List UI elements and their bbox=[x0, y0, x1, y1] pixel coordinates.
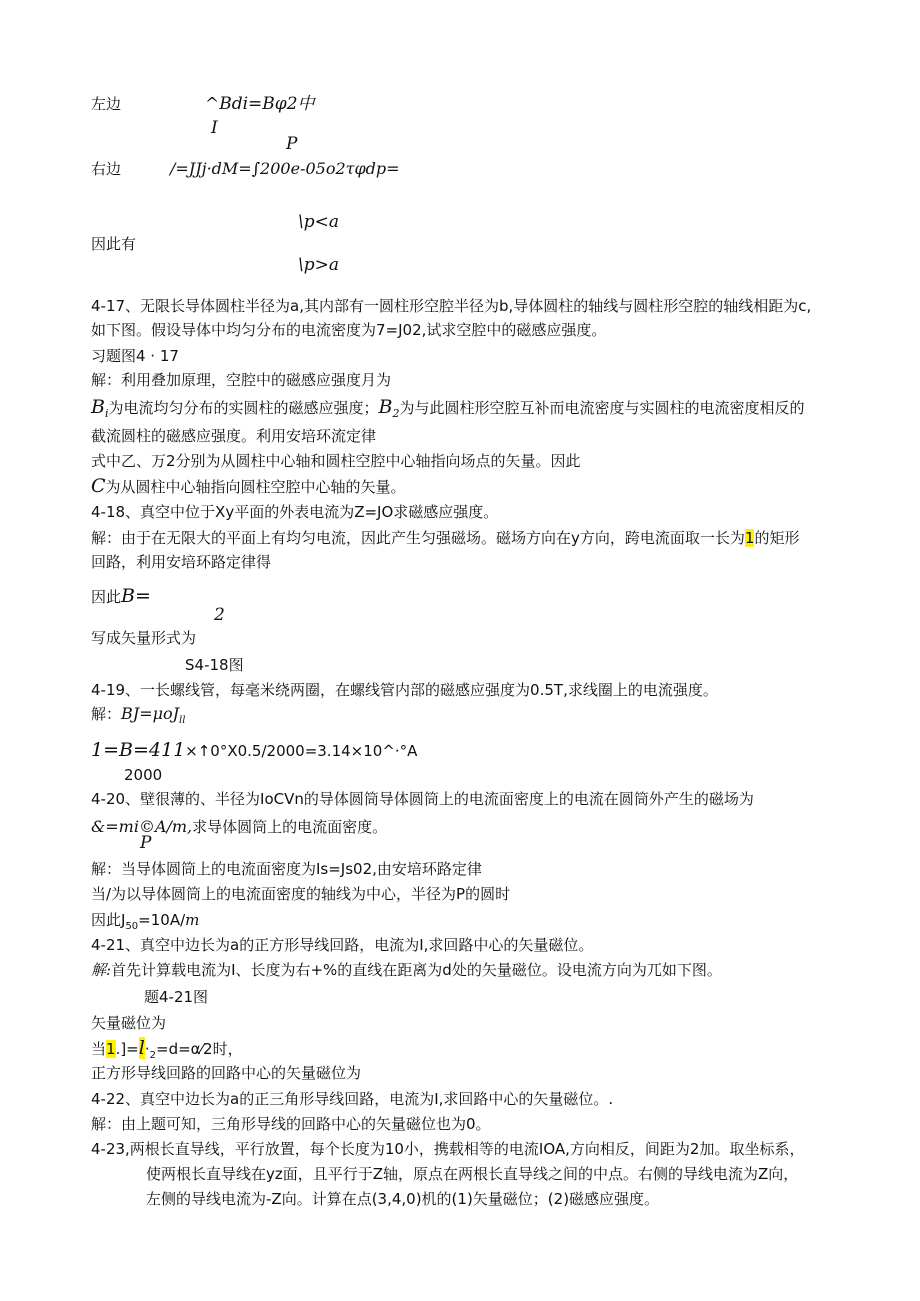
formula-fragment: 2000 bbox=[124, 766, 163, 784]
text-segment: =d=α⁄2时， bbox=[156, 1040, 243, 1058]
formula-fragment: P bbox=[286, 134, 298, 154]
text-segment: 为与此圆柱形空腔互补而电流密度与实圆柱的电流密度相反的 bbox=[399, 399, 805, 417]
solution-text: 写成矢量形式为 bbox=[91, 629, 197, 647]
math-subscript: 2 bbox=[149, 1050, 156, 1061]
text-segment: =10A/ bbox=[138, 911, 186, 929]
problem-4-20-text bbox=[91, 817, 387, 837]
text-segment: 解： bbox=[91, 705, 122, 723]
text-segment: 因此J bbox=[91, 911, 126, 929]
text-segment: 当 bbox=[91, 1040, 107, 1058]
text-segment: 因此 bbox=[91, 588, 122, 606]
solution-text: 当/为以导体圆筒上的电流面密度的轴线为中心，半径为P的圆时 bbox=[91, 885, 511, 903]
solution-text: 截流圆柱的磁感应强度。利用安培环流定律 bbox=[91, 427, 377, 445]
text-line: 因此有 bbox=[91, 235, 137, 253]
solution-text bbox=[91, 397, 805, 424]
solution-text: 解：当导体圆筒上的电流面密度为Is=Js02,由安培环路定律 bbox=[91, 860, 482, 878]
formula-fragment: BJ=μoJ bbox=[121, 704, 180, 723]
text-segment: .]= bbox=[115, 1040, 139, 1058]
math-symbol: m bbox=[185, 911, 200, 929]
solution-text bbox=[91, 586, 151, 607]
highlighted-text: 1 bbox=[744, 529, 755, 547]
text-segment: 解: bbox=[91, 961, 112, 979]
left-side-formula: ^Bdi=Bφ2中 bbox=[205, 94, 315, 114]
formula-fragment: 2 bbox=[214, 605, 225, 625]
text-segment: 求导体圆筒上的电流面密度。 bbox=[192, 818, 388, 836]
text-segment: · bbox=[144, 1040, 150, 1058]
highlighted-text: l bbox=[138, 1037, 145, 1059]
problem-4-22-text: 4-22、真空中边长为a的正三角形导线回路，电流为I,求回路中心的矢量磁位。. bbox=[91, 1090, 614, 1108]
math-symbol: B bbox=[91, 396, 105, 418]
math-subscript: 2 bbox=[392, 407, 400, 420]
figure-caption: S4-18图 bbox=[185, 656, 244, 674]
formula-fragment: 1=B=411 bbox=[91, 739, 186, 761]
solution-text: 正方形导线回路的回路中心的矢量磁位为 bbox=[91, 1064, 362, 1082]
math-subscript: 50 bbox=[125, 921, 139, 932]
text-segment: 为电流均匀分布的实圆柱的磁感应强度； bbox=[108, 399, 379, 417]
solution-formula bbox=[91, 740, 417, 761]
text-segment: 的矩形 bbox=[754, 529, 800, 547]
solution-text bbox=[91, 476, 406, 497]
math-symbol: B= bbox=[121, 585, 151, 607]
solution-text: 解：由上题可知，三角形导线的回路中心的矢量磁位也为0。 bbox=[91, 1115, 491, 1133]
left-side-label: 左边 bbox=[91, 95, 122, 113]
formula-fragment: ×↑0°X0.5/2000=3.14×10^·°A bbox=[185, 742, 418, 760]
formula-fragment: I bbox=[211, 118, 218, 138]
math-subscript: ll bbox=[179, 715, 186, 726]
formula-fragment: &=mi©A/m, bbox=[91, 817, 193, 836]
problem-4-23-text: 左侧的导线电流为-Z向。计算在点(3,4,0)机的(1)矢量磁位；(2)磁感应强度。 bbox=[146, 1190, 660, 1208]
right-side-label: 右边 bbox=[91, 160, 122, 178]
figure-caption: 题4-21图 bbox=[144, 988, 209, 1006]
problem-4-21-text: 4-21、真空中边长为a的正方形导线回路，电流为I,求回路中心的矢量磁位。 bbox=[91, 936, 594, 954]
solution-text bbox=[91, 1038, 243, 1066]
text-segment: 解：由于在无限大的平面上有均匀电流，因此产生匀强磁场。磁场方向在y方向，跨电流面取一长为 bbox=[91, 529, 745, 547]
problem-4-23-text: 4-23,两根长直导线，平行放置，每个长度为10小，携载相等的电流IOA,方向相反，间距为2加。取坐标系， bbox=[91, 1140, 805, 1158]
text-segment: 为从圆柱中心轴指向圆柱空腔中心轴的矢量。 bbox=[105, 478, 406, 496]
figure-caption: 习题图4 · 17 bbox=[91, 347, 179, 365]
solution-text bbox=[91, 528, 799, 548]
math-subscript: i bbox=[104, 407, 109, 420]
problem-4-19-text: 4-19、一长螺线管，每毫米绕两圈，在螺线管内部的磁感应强度为0.5T,求线圈上的电流强度。 bbox=[91, 681, 718, 699]
math-symbol: B bbox=[378, 396, 393, 418]
solution-text: 矢量磁位为 bbox=[91, 1014, 167, 1032]
solution-text: 式中乙、万2分别为从圆柱中心轴和圆柱空腔中心轴指向场点的矢量。因此 bbox=[91, 452, 581, 470]
math-symbol: C bbox=[91, 475, 106, 497]
solution-text: 解：利用叠加原理，空腔中的磁感应强度月为 bbox=[91, 371, 392, 389]
solution-text bbox=[91, 960, 722, 980]
text-segment: 首先计算载电流为I、长度为右+%的直线在距离为d处的矢量磁位。设电流方向为兀如下图。 bbox=[111, 961, 722, 979]
solution-text bbox=[91, 910, 199, 937]
solution-text: 回路，利用安培环路定律得 bbox=[91, 553, 272, 571]
problem-4-23-text: 使两根长直导线在yz面，且平行于Z轴，原点在两根长直导线之间的中点。右侧的导线电流为Z向， bbox=[146, 1165, 799, 1183]
right-side-formula: /=JJj·dM=∫200e-05o2τφdp= bbox=[170, 159, 400, 178]
solution-text bbox=[91, 704, 185, 731]
formula-fragment: \p<a bbox=[298, 212, 339, 232]
formula-fragment: P bbox=[140, 833, 152, 853]
problem-4-17-text: 如下图。假设导体中均匀分布的电流密度为7=J02,试求空腔中的磁感应强度。 bbox=[91, 321, 607, 339]
highlighted-text: 1 bbox=[106, 1040, 116, 1058]
problem-4-18-text: 4-18、真空中位于Xy平面的外表电流为Z=JO求磁感应强度。 bbox=[91, 503, 499, 521]
problem-4-17-text: 4-17、无限长导体圆柱半径为a,其内部有一圆柱形空腔半径为b,导体圆柱的轴线与圆柱形空腔的轴线相距为c, bbox=[91, 297, 812, 315]
problem-4-20-text: 4-20、壁很薄的、半径为IoCVn的导体圆筒导体圆筒上的电流面密度上的电流在圆筒外产生的磁场为 bbox=[91, 790, 754, 808]
formula-fragment: \p>a bbox=[298, 255, 339, 275]
